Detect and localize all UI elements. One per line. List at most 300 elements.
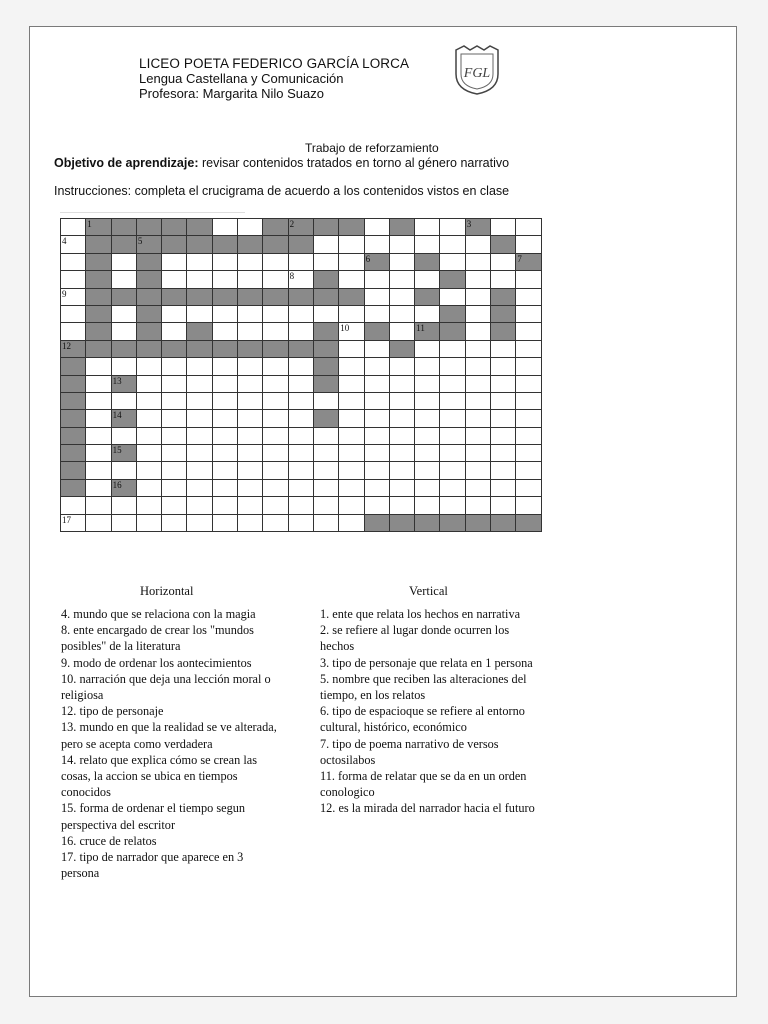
crossword-cell[interactable] bbox=[415, 497, 440, 514]
crossword-cell[interactable] bbox=[238, 392, 263, 409]
crossword-cell[interactable] bbox=[516, 323, 541, 340]
crossword-cell[interactable] bbox=[238, 445, 263, 462]
crossword-cell[interactable] bbox=[339, 514, 364, 531]
crossword-cell[interactable] bbox=[415, 445, 440, 462]
crossword-cell[interactable] bbox=[212, 497, 237, 514]
crossword-cell[interactable] bbox=[212, 305, 237, 322]
crossword-black-cell bbox=[313, 410, 338, 427]
crossword-cell[interactable] bbox=[288, 410, 313, 427]
clue-line: conocidos bbox=[61, 785, 111, 800]
crossword-cell[interactable] bbox=[516, 305, 541, 322]
crossword-cell[interactable] bbox=[136, 358, 161, 375]
crossword-cell[interactable] bbox=[339, 271, 364, 288]
crossword-cell[interactable] bbox=[516, 410, 541, 427]
crossword-cell[interactable] bbox=[516, 392, 541, 409]
crossword-cell[interactable] bbox=[415, 375, 440, 392]
crossword-cell[interactable] bbox=[516, 427, 541, 444]
crossword-cell[interactable] bbox=[162, 305, 187, 322]
crossword-cell[interactable] bbox=[491, 479, 516, 496]
crossword-black-cell bbox=[111, 410, 136, 427]
crossword-cell[interactable] bbox=[465, 358, 490, 375]
crossword-cell[interactable] bbox=[187, 375, 212, 392]
crossword-row bbox=[61, 340, 542, 357]
crossword-cell[interactable] bbox=[187, 497, 212, 514]
crossword-cell[interactable] bbox=[187, 305, 212, 322]
crossword-cell[interactable] bbox=[136, 514, 161, 531]
crossword-cell[interactable] bbox=[212, 358, 237, 375]
crossword-cell[interactable] bbox=[440, 358, 465, 375]
crossword-cell[interactable] bbox=[339, 375, 364, 392]
crossword-black-cell bbox=[313, 219, 338, 236]
crossword-cell[interactable] bbox=[339, 497, 364, 514]
crossword-cell[interactable] bbox=[238, 375, 263, 392]
crossword-black-cell bbox=[136, 305, 161, 322]
crossword-black-cell bbox=[162, 288, 187, 305]
crossword-black-cell bbox=[339, 288, 364, 305]
crossword-black-cell bbox=[313, 323, 338, 340]
crossword-cell[interactable] bbox=[61, 514, 86, 531]
clue-line: 15. forma de ordenar el tiempo segun bbox=[61, 801, 246, 816]
crossword-cell[interactable] bbox=[288, 323, 313, 340]
crossword-cell[interactable] bbox=[187, 358, 212, 375]
crossword-cell[interactable] bbox=[263, 497, 288, 514]
crossword-cell[interactable] bbox=[465, 392, 490, 409]
crossword-cell[interactable] bbox=[187, 410, 212, 427]
crossword-cell[interactable] bbox=[465, 253, 490, 270]
crossword-cell[interactable] bbox=[187, 253, 212, 270]
crossword-cell[interactable] bbox=[491, 445, 516, 462]
crossword-cell[interactable] bbox=[288, 479, 313, 496]
crossword-cell[interactable] bbox=[465, 288, 490, 305]
crossword-cell[interactable] bbox=[491, 497, 516, 514]
crossword-cell[interactable] bbox=[339, 479, 364, 496]
crossword-cell[interactable] bbox=[162, 479, 187, 496]
crossword-black-cell bbox=[212, 236, 237, 253]
crossword-cell[interactable] bbox=[389, 358, 414, 375]
crossword-cell[interactable] bbox=[212, 219, 237, 236]
crossword-cell[interactable] bbox=[440, 479, 465, 496]
crossword-black-cell bbox=[364, 253, 389, 270]
crossword-cell[interactable] bbox=[212, 253, 237, 270]
crossword-cell[interactable] bbox=[111, 427, 136, 444]
crossword-cell[interactable] bbox=[339, 410, 364, 427]
crossword-cell[interactable] bbox=[415, 479, 440, 496]
crossword-cell[interactable] bbox=[86, 497, 111, 514]
crossword-cell[interactable] bbox=[465, 305, 490, 322]
crossword-cell[interactable] bbox=[162, 410, 187, 427]
learning-objective bbox=[54, 156, 509, 170]
crossword-cell[interactable] bbox=[136, 392, 161, 409]
crossword-cell[interactable] bbox=[86, 479, 111, 496]
crossword-cell[interactable] bbox=[212, 445, 237, 462]
crossword-cell[interactable] bbox=[61, 323, 86, 340]
crossword-cell[interactable] bbox=[516, 288, 541, 305]
crossword-cell[interactable] bbox=[440, 288, 465, 305]
crossword-cell[interactable] bbox=[339, 392, 364, 409]
crossword-cell[interactable] bbox=[364, 271, 389, 288]
crossword-cell[interactable] bbox=[440, 462, 465, 479]
crossword-cell[interactable] bbox=[339, 236, 364, 253]
crossword-cell[interactable] bbox=[238, 427, 263, 444]
crossword-cell[interactable] bbox=[389, 462, 414, 479]
crossword-cell[interactable] bbox=[86, 427, 111, 444]
crossword-cell[interactable] bbox=[212, 323, 237, 340]
crossword-cell[interactable] bbox=[238, 323, 263, 340]
crossword-cell[interactable] bbox=[263, 271, 288, 288]
crossword-cell[interactable] bbox=[465, 375, 490, 392]
crossword-row bbox=[61, 392, 542, 409]
clue-line: 10. narración que deja una lección moral o bbox=[61, 671, 271, 686]
crossword-cell[interactable] bbox=[288, 271, 313, 288]
crossword-cell[interactable] bbox=[212, 392, 237, 409]
crossword-cell[interactable] bbox=[465, 271, 490, 288]
crossword-cell[interactable] bbox=[465, 427, 490, 444]
crossword-black-cell bbox=[86, 253, 111, 270]
crossword-cell[interactable] bbox=[86, 358, 111, 375]
crossword-cell[interactable] bbox=[389, 445, 414, 462]
crossword-cell[interactable] bbox=[389, 392, 414, 409]
crossword-cell[interactable] bbox=[86, 375, 111, 392]
crossword-cell[interactable] bbox=[288, 305, 313, 322]
crossword-cell[interactable] bbox=[111, 271, 136, 288]
crossword-cell[interactable] bbox=[364, 497, 389, 514]
crossword-cell[interactable] bbox=[415, 236, 440, 253]
crossword-cell[interactable] bbox=[389, 253, 414, 270]
clue-line: 9. modo de ordenar los aontecimientos bbox=[61, 655, 252, 670]
crossword-cell[interactable] bbox=[440, 340, 465, 357]
crossword-cell[interactable] bbox=[440, 410, 465, 427]
crossword-cell[interactable] bbox=[187, 427, 212, 444]
crossword-cell[interactable] bbox=[61, 305, 86, 322]
crossword-cell[interactable] bbox=[313, 392, 338, 409]
crossword-cell[interactable] bbox=[389, 323, 414, 340]
crossword-cell[interactable] bbox=[263, 479, 288, 496]
crossword-cell[interactable] bbox=[162, 427, 187, 444]
crossword-cell[interactable] bbox=[212, 462, 237, 479]
crossword-cell[interactable] bbox=[440, 236, 465, 253]
crossword-cell[interactable] bbox=[238, 271, 263, 288]
crossword-cell[interactable] bbox=[516, 236, 541, 253]
crossword-cell[interactable] bbox=[111, 253, 136, 270]
crossword-cell[interactable] bbox=[136, 410, 161, 427]
crossword-cell[interactable] bbox=[187, 392, 212, 409]
crossword-cell[interactable] bbox=[389, 375, 414, 392]
crossword-cell[interactable] bbox=[389, 288, 414, 305]
crossword-cell[interactable] bbox=[162, 497, 187, 514]
crossword-cell[interactable] bbox=[516, 271, 541, 288]
crossword-cell[interactable] bbox=[61, 288, 86, 305]
crossword-cell[interactable] bbox=[389, 236, 414, 253]
crossword-cell[interactable] bbox=[440, 445, 465, 462]
crossword-cell[interactable] bbox=[339, 462, 364, 479]
crossword-row bbox=[61, 497, 542, 514]
crossword-cell[interactable] bbox=[136, 462, 161, 479]
crossword-cell[interactable] bbox=[516, 462, 541, 479]
crossword-cell[interactable] bbox=[111, 323, 136, 340]
crossword-cell[interactable] bbox=[238, 219, 263, 236]
crossword-cell[interactable] bbox=[212, 410, 237, 427]
crossword-cell[interactable] bbox=[136, 497, 161, 514]
crossword-cell[interactable] bbox=[187, 479, 212, 496]
crossword-cell[interactable] bbox=[415, 358, 440, 375]
crossword-cell[interactable] bbox=[339, 323, 364, 340]
crossword-cell[interactable] bbox=[187, 462, 212, 479]
crossword-cell[interactable] bbox=[364, 445, 389, 462]
crossword-cell[interactable] bbox=[339, 253, 364, 270]
vertical-heading: Vertical bbox=[409, 584, 448, 598]
crossword-cell[interactable] bbox=[364, 375, 389, 392]
crossword-cell[interactable] bbox=[263, 358, 288, 375]
crossword-cell[interactable] bbox=[288, 375, 313, 392]
crossword-cell[interactable] bbox=[263, 427, 288, 444]
crossword-cell[interactable] bbox=[339, 427, 364, 444]
crossword-cell[interactable] bbox=[313, 462, 338, 479]
crossword-cell[interactable] bbox=[238, 514, 263, 531]
crossword-cell[interactable] bbox=[440, 253, 465, 270]
crossword-cell[interactable] bbox=[415, 410, 440, 427]
crest-monogram: FGL bbox=[463, 66, 491, 81]
crossword-cell[interactable] bbox=[212, 514, 237, 531]
crossword-cell[interactable] bbox=[263, 375, 288, 392]
crossword-cell[interactable] bbox=[364, 479, 389, 496]
crossword-cell[interactable] bbox=[162, 514, 187, 531]
crossword-row bbox=[61, 358, 542, 375]
crossword-cell[interactable] bbox=[162, 358, 187, 375]
crossword-cell[interactable] bbox=[238, 497, 263, 514]
crossword-cell[interactable] bbox=[364, 288, 389, 305]
crossword-cell[interactable] bbox=[364, 340, 389, 357]
crossword-cell[interactable] bbox=[364, 305, 389, 322]
crossword-cell[interactable] bbox=[364, 427, 389, 444]
horizontal-clues bbox=[61, 606, 315, 881]
crossword-cell[interactable] bbox=[491, 271, 516, 288]
crossword-cell[interactable] bbox=[491, 410, 516, 427]
crossword-cell[interactable] bbox=[516, 358, 541, 375]
crossword-cell[interactable] bbox=[288, 253, 313, 270]
crossword-cell[interactable] bbox=[212, 479, 237, 496]
crossword-cell[interactable] bbox=[491, 219, 516, 236]
crossword-cell[interactable] bbox=[313, 445, 338, 462]
crossword-black-cell bbox=[288, 236, 313, 253]
clue-line: 12. tipo de personaje bbox=[61, 704, 164, 719]
crossword-cell[interactable] bbox=[288, 462, 313, 479]
crossword-cell[interactable] bbox=[415, 305, 440, 322]
crossword-cell[interactable] bbox=[440, 392, 465, 409]
crossword-cell[interactable] bbox=[491, 392, 516, 409]
crossword-cell[interactable] bbox=[313, 479, 338, 496]
crossword-cell[interactable] bbox=[61, 219, 86, 236]
crossword-cell[interactable] bbox=[389, 271, 414, 288]
crossword-cell[interactable] bbox=[238, 462, 263, 479]
clue-line: cultural, histórico, económico bbox=[320, 720, 467, 735]
crossword-black-cell bbox=[162, 236, 187, 253]
crossword-cell[interactable] bbox=[212, 375, 237, 392]
crossword-cell[interactable] bbox=[364, 410, 389, 427]
crossword-cell[interactable] bbox=[136, 445, 161, 462]
crossword-cell[interactable] bbox=[187, 445, 212, 462]
crossword-cell[interactable] bbox=[263, 462, 288, 479]
crossword-cell[interactable] bbox=[263, 392, 288, 409]
crossword-cell[interactable] bbox=[364, 462, 389, 479]
crossword-cell[interactable] bbox=[339, 358, 364, 375]
crossword-cell[interactable] bbox=[238, 358, 263, 375]
crossword-black-cell bbox=[136, 236, 161, 253]
crossword-cell[interactable] bbox=[162, 445, 187, 462]
crossword-cell[interactable] bbox=[516, 497, 541, 514]
clue-line: cosas, la accion se ubica en tiempos bbox=[61, 769, 238, 784]
crossword-cell[interactable] bbox=[111, 305, 136, 322]
crossword-cell[interactable] bbox=[516, 375, 541, 392]
crossword-cell[interactable] bbox=[162, 375, 187, 392]
crossword-cell[interactable] bbox=[86, 514, 111, 531]
crossword-cell[interactable] bbox=[415, 219, 440, 236]
crossword-cell[interactable] bbox=[440, 497, 465, 514]
crossword-black-cell bbox=[111, 236, 136, 253]
crossword-cell[interactable] bbox=[313, 514, 338, 531]
crossword-cell[interactable] bbox=[389, 479, 414, 496]
crossword-cell[interactable] bbox=[313, 427, 338, 444]
crossword-row bbox=[61, 253, 542, 270]
crossword-cell[interactable] bbox=[465, 497, 490, 514]
crossword-cell[interactable] bbox=[212, 427, 237, 444]
crossword-cell[interactable] bbox=[313, 236, 338, 253]
crossword-cell[interactable] bbox=[516, 340, 541, 357]
crossword-cell[interactable] bbox=[162, 253, 187, 270]
crossword-cell[interactable] bbox=[339, 445, 364, 462]
crossword-cell[interactable] bbox=[136, 479, 161, 496]
crossword-cell[interactable] bbox=[61, 497, 86, 514]
crossword-cell[interactable] bbox=[263, 305, 288, 322]
crossword-cell[interactable] bbox=[238, 305, 263, 322]
crossword-black-cell bbox=[86, 219, 111, 236]
crossword-cell[interactable] bbox=[238, 410, 263, 427]
crossword-black-cell bbox=[313, 375, 338, 392]
crossword-cell[interactable] bbox=[491, 375, 516, 392]
crossword-cell[interactable] bbox=[440, 427, 465, 444]
crossword-cell[interactable] bbox=[61, 253, 86, 270]
crossword-cell[interactable] bbox=[440, 375, 465, 392]
crossword-cell[interactable] bbox=[465, 236, 490, 253]
crossword-cell[interactable] bbox=[415, 392, 440, 409]
crossword-cell[interactable] bbox=[440, 219, 465, 236]
crossword-cell[interactable] bbox=[263, 410, 288, 427]
crossword-cell[interactable] bbox=[491, 462, 516, 479]
crossword-cell[interactable] bbox=[389, 497, 414, 514]
crossword-cell[interactable] bbox=[389, 305, 414, 322]
crossword-cell[interactable] bbox=[364, 219, 389, 236]
crossword-cell[interactable] bbox=[212, 271, 237, 288]
crossword-cell[interactable] bbox=[136, 375, 161, 392]
crossword-cell[interactable] bbox=[162, 323, 187, 340]
crossword-cell[interactable] bbox=[61, 271, 86, 288]
crossword-cell[interactable] bbox=[61, 236, 86, 253]
crossword-cell[interactable] bbox=[415, 427, 440, 444]
crossword-black-cell bbox=[61, 392, 86, 409]
crossword-cell[interactable] bbox=[313, 253, 338, 270]
crossword-cell[interactable] bbox=[491, 427, 516, 444]
crossword-cell[interactable] bbox=[491, 340, 516, 357]
crossword-cell[interactable] bbox=[162, 271, 187, 288]
crossword-cell[interactable] bbox=[491, 358, 516, 375]
crossword-cell[interactable] bbox=[238, 479, 263, 496]
crossword-cell[interactable] bbox=[415, 340, 440, 357]
crossword-cell[interactable] bbox=[187, 514, 212, 531]
crossword-cell[interactable] bbox=[263, 323, 288, 340]
crossword-cell[interactable] bbox=[288, 392, 313, 409]
crossword-cell[interactable] bbox=[288, 514, 313, 531]
crossword-cell[interactable] bbox=[491, 253, 516, 270]
crossword-row bbox=[61, 445, 542, 462]
crossword-row bbox=[61, 236, 542, 253]
crossword-cell[interactable] bbox=[162, 462, 187, 479]
crossword-cell[interactable] bbox=[364, 358, 389, 375]
crossword-black-cell bbox=[415, 323, 440, 340]
clue-line: perspectiva del escritor bbox=[61, 817, 176, 832]
crossword-cell[interactable] bbox=[465, 445, 490, 462]
crossword-cell[interactable] bbox=[288, 358, 313, 375]
crossword-cell[interactable] bbox=[465, 462, 490, 479]
crossword-cell[interactable] bbox=[86, 445, 111, 462]
crossword-black-cell bbox=[263, 219, 288, 236]
crossword-black-cell bbox=[86, 323, 111, 340]
crossword-cell[interactable] bbox=[263, 445, 288, 462]
crossword-cell[interactable] bbox=[111, 497, 136, 514]
crossword-cell[interactable] bbox=[415, 462, 440, 479]
crossword-cell[interactable] bbox=[111, 358, 136, 375]
crossword-cell[interactable] bbox=[364, 392, 389, 409]
crossword-cell[interactable] bbox=[86, 392, 111, 409]
crossword-cell[interactable] bbox=[339, 305, 364, 322]
crossword-cell[interactable] bbox=[162, 392, 187, 409]
crossword-cell[interactable] bbox=[86, 462, 111, 479]
crossword-cell[interactable] bbox=[111, 514, 136, 531]
crossword-cell[interactable] bbox=[364, 236, 389, 253]
crossword-cell[interactable] bbox=[288, 427, 313, 444]
crossword-black-cell bbox=[187, 340, 212, 357]
instructions: Instrucciones: completa el crucigrama de acuerdo a los contenidos vistos en clase bbox=[54, 184, 510, 198]
crossword-cell[interactable] bbox=[86, 410, 111, 427]
crossword-row bbox=[61, 288, 542, 305]
crossword-cell[interactable] bbox=[516, 479, 541, 496]
crossword-cell[interactable] bbox=[389, 410, 414, 427]
school-header bbox=[139, 56, 409, 101]
crossword-cell[interactable] bbox=[465, 410, 490, 427]
crossword-cell[interactable] bbox=[415, 271, 440, 288]
crossword-cell[interactable] bbox=[111, 462, 136, 479]
crossword-cell[interactable] bbox=[187, 271, 212, 288]
crossword-cell[interactable] bbox=[465, 340, 490, 357]
crossword-cell[interactable] bbox=[238, 253, 263, 270]
crossword-cell[interactable] bbox=[288, 445, 313, 462]
crossword-cell[interactable] bbox=[516, 445, 541, 462]
crossword-black-cell bbox=[86, 340, 111, 357]
crossword-black-cell bbox=[61, 375, 86, 392]
clue-line: persona bbox=[61, 866, 100, 881]
crossword-cell[interactable] bbox=[389, 427, 414, 444]
crossword-cell[interactable] bbox=[263, 514, 288, 531]
crossword-black-cell bbox=[86, 288, 111, 305]
crossword-cell[interactable] bbox=[516, 219, 541, 236]
crossword-cell[interactable] bbox=[313, 305, 338, 322]
crossword-cell[interactable] bbox=[339, 340, 364, 357]
crossword-cell[interactable] bbox=[465, 479, 490, 496]
crossword-cell[interactable] bbox=[465, 323, 490, 340]
crossword-cell[interactable] bbox=[288, 497, 313, 514]
crossword-cell[interactable] bbox=[136, 427, 161, 444]
crossword-cell[interactable] bbox=[313, 497, 338, 514]
crossword-cell[interactable] bbox=[111, 392, 136, 409]
crossword-cell[interactable] bbox=[263, 253, 288, 270]
